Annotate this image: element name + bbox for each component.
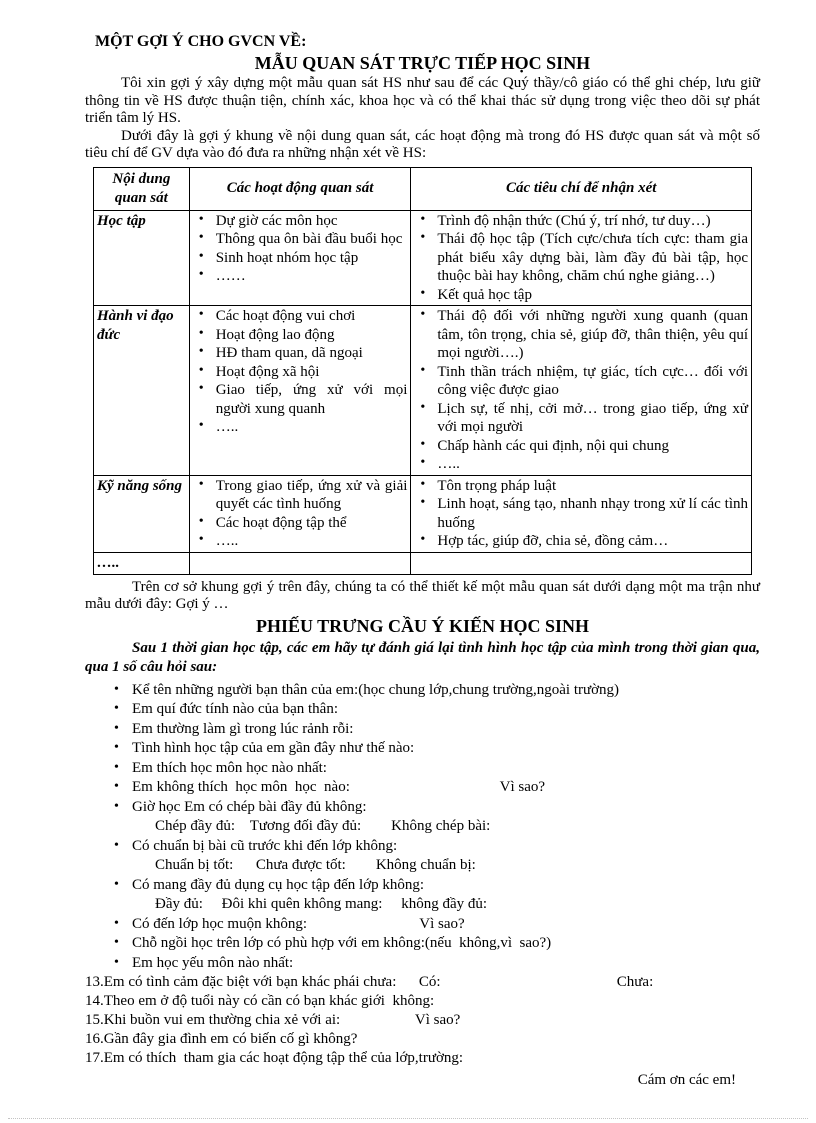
activity-item	[193, 532, 408, 551]
bullet-icon: •	[420, 285, 426, 301]
criterion-item-text: Kết quả học tập	[437, 286, 532, 303]
bullet-icon: •	[420, 211, 426, 227]
activity-item-text: HĐ tham quan, dã ngoại	[215, 345, 363, 361]
activity-item-text: Các hoạt động tập thể	[215, 514, 347, 531]
question-text: Em học yếu môn nào nhất:	[132, 954, 294, 971]
row-label-cell: Kỹ năng sống	[94, 475, 190, 552]
heading-survey: PHIẾU TRƯNG CẦU Ý KIẾN HỌC SINH	[255, 615, 590, 636]
question-text: Em không thích học môn học nào: Vì sao?	[132, 779, 546, 795]
question-item	[85, 778, 760, 798]
activity-item	[193, 267, 408, 286]
criterion-item	[414, 455, 748, 474]
question-text: Chỗ ngồi học trên lớp có phù hợp với em không:(nếu không,vì sao?)	[132, 935, 552, 951]
numbered-question: 15.Khi buồn vui em thường chia xẻ với ai: Vì sao?	[85, 1012, 461, 1028]
criteria-cell	[411, 552, 752, 574]
bullet-icon: •	[198, 476, 204, 492]
numbered-question-list	[85, 973, 760, 1068]
numbered-question: 13.Em có tình cảm đặc biệt với bạn khác phái chưa: Có: Chưa:	[85, 974, 654, 990]
bullet-icon: •	[198, 267, 204, 282]
criterion-item-text: Thái độ học tập (Tích cực/chưa tích cực: tham gia phát biểu xây dựng bài, làm đầy đủ bài tập, học thuộc bài hay không, chăm chú nghe giảng…)	[437, 231, 748, 284]
row-label-cell: …..	[94, 552, 190, 574]
criterion-item-text: Trình độ nhận thức (Chú ý, trí nhớ, tư duy…)	[437, 212, 711, 229]
activity-item-text: Giao tiếp, ứng xử với mọi người xung quanh	[215, 382, 408, 417]
activity-item-text: Trong giao tiếp, ứng xử và giải quyết các tình huống	[215, 477, 408, 512]
bullet-icon: •	[420, 399, 426, 415]
question-item	[85, 915, 760, 935]
question-text: Giờ học Em có chép bài đầy đủ không:	[132, 798, 367, 815]
criterion-item-text: …..	[437, 456, 460, 472]
bullet-icon: •	[420, 455, 426, 470]
activity-item	[193, 230, 408, 249]
activity-item-text: …..	[215, 533, 239, 549]
bullet-icon: •	[114, 837, 119, 853]
criterion-item	[414, 532, 748, 551]
bullet-icon: •	[114, 720, 119, 736]
question-item	[85, 739, 760, 759]
bullet-icon: •	[198, 362, 204, 378]
numbered-question: 16.Gần đây gia đình em có biến cố gì không?	[85, 1031, 358, 1047]
footer-dotted-separator	[8, 1118, 808, 1119]
criterion-item	[414, 477, 748, 496]
bullet-icon: •	[198, 381, 204, 396]
activity-item	[193, 249, 408, 268]
numbered-question: 14.Theo em ở độ tuổi này có cần có bạn khác giới không:	[85, 993, 435, 1009]
activity-item-text: Dự giờ các môn học	[215, 212, 338, 229]
criteria-cell	[411, 306, 752, 476]
criterion-item-text: Tinh thần trách nhiệm, tự giác, tích cực… đối với công việc được giao	[437, 363, 748, 398]
criterion-item-text: Lịch sự, tế nhị, cởi mở… trong giao tiếp, ứng xử với mọi người	[437, 400, 748, 435]
bullet-icon: •	[420, 532, 426, 547]
survey-intro: Sau 1 thời gian học tập, các em hãy tự đánh giá lại tình hình học tập của mình trong thời gian qua, qua 1 số câu hỏi sau:	[85, 639, 760, 675]
activity-item	[193, 307, 408, 326]
intro-paragraph-1: Tôi xin gợi ý xây dựng một mẫu quan sát HS như sau để các Quý thầy/cô giáo có thể ghi chép, lưu giữ thông tin về HS được thuận tiện, chính xác, khoa học và có thể khai thác sử dụng trong việc theo dõi sự phát triển tâm lý HS.	[85, 75, 760, 126]
bullet-icon: •	[198, 307, 204, 322]
criterion-item	[414, 400, 748, 437]
observation-table	[93, 167, 752, 575]
bullet-icon: •	[420, 495, 426, 510]
question-subline: Đầy đủ: Đôi khi quên không mang: không đầy đủ:	[155, 896, 488, 912]
criterion-item	[414, 212, 748, 231]
bullet-icon: •	[114, 798, 119, 814]
criterion-item	[414, 363, 748, 400]
question-text: Em thích học môn học nào nhất:	[132, 759, 327, 776]
table-row	[94, 552, 752, 574]
bullet-icon: •	[198, 230, 204, 245]
question-item	[85, 700, 760, 720]
activity-item-text: ……	[215, 268, 246, 284]
criterion-item-text: Linh hoạt, sáng tạo, nhanh nhạy trong xử lí các tình huống	[437, 496, 748, 531]
bullet-icon: •	[198, 248, 204, 264]
question-item	[85, 798, 760, 818]
question-text: Em quí đức tính nào của bạn thân:	[132, 701, 338, 717]
criterion-item-text: Tôn trọng pháp luật	[437, 477, 557, 494]
criterion-item	[414, 307, 748, 363]
heading-suggestion: MỘT GỢI Ý CHO GVCN VỀ:	[95, 33, 307, 50]
question-list	[85, 681, 760, 974]
header-hoat-dong: Các hoạt động quan sát	[189, 167, 411, 210]
bullet-icon: •	[114, 759, 119, 775]
bullet-icon: •	[114, 779, 119, 794]
header-noi-dung: Nội dung quan sát	[94, 167, 190, 210]
numbered-question: 17.Em có thích tham gia các hoạt động tập thể của lớp,trường:	[85, 1050, 464, 1066]
bullet-icon: •	[420, 230, 426, 245]
activities-cell	[189, 210, 411, 306]
bullet-icon: •	[198, 532, 204, 547]
header-tieu-chi: Các tiêu chí để nhận xét	[411, 167, 752, 210]
activity-item	[193, 363, 408, 382]
question-text: Em thường làm gì trong lúc rảnh rỗi:	[132, 720, 354, 737]
heading-observation-form: MẪU QUAN SÁT TRỰC TIẾP HỌC SINH	[254, 53, 591, 73]
question-subline: Chuẩn bị tốt: Chưa được tốt: Không chuẩn bị:	[155, 857, 476, 873]
bullet-icon: •	[198, 325, 204, 341]
bullet-icon: •	[114, 935, 119, 950]
bullet-icon: •	[420, 362, 426, 378]
criterion-item	[414, 495, 748, 532]
matrix-paragraph: Trên cơ sở khung gợi ý trên đây, chúng ta có thể thiết kế một mẫu quan sát dưới dạng một ma trận như mẫu dưới đây: Gợi ý …	[85, 578, 760, 612]
bullet-icon: •	[114, 915, 119, 931]
bullet-icon: •	[198, 211, 204, 227]
criterion-item-text: Chấp hành các qui định, nội qui chung	[437, 437, 670, 454]
bullet-icon: •	[114, 740, 119, 755]
activity-item-text: Thông qua ôn bài đầu buổi học	[215, 231, 403, 247]
criterion-item-text: Hợp tác, giúp đỡ, chia sẻ, đồng cảm…	[437, 533, 669, 549]
criteria-cell	[411, 210, 752, 306]
question-item	[85, 876, 760, 896]
question-text: Kể tên những người bạn thân của em:(học chung lớp,chung trường,ngoài trường)	[132, 681, 620, 698]
activity-item-text: …..	[215, 419, 239, 435]
question-text: Có chuẩn bị bài cũ trước khi đến lớp không:	[132, 837, 398, 854]
question-text: Tình hình học tập của em gần đây như thế nào:	[132, 740, 415, 756]
question-item	[85, 934, 760, 954]
bullet-icon: •	[420, 307, 426, 322]
activity-item	[193, 381, 408, 418]
row-label-cell: Học tập	[94, 210, 190, 306]
bullet-icon: •	[420, 476, 426, 492]
row-label-cell: Hành vi đạo đức	[94, 306, 190, 476]
activity-item-text: Sinh hoạt nhóm học tập	[215, 249, 359, 266]
criterion-item	[414, 437, 748, 456]
table-row	[94, 475, 752, 552]
activity-item	[193, 212, 408, 231]
bullet-icon: •	[198, 513, 204, 529]
question-text: Có đến lớp học muộn không: Vì sao?	[132, 915, 465, 932]
question-item	[85, 837, 760, 857]
activity-item	[193, 514, 408, 533]
table-header-row	[94, 167, 752, 210]
question-item	[85, 759, 760, 779]
question-item	[85, 681, 760, 701]
bullet-icon: •	[114, 876, 119, 892]
bullet-icon: •	[114, 681, 119, 697]
bullet-icon: •	[198, 418, 204, 433]
activity-item-text: Các hoạt động vui chơi	[215, 308, 356, 324]
criterion-item	[414, 230, 748, 286]
intro-paragraph-2: Dưới đây là gợi ý khung về nội dung quan sát, các hoạt động mà trong đó HS được quan sát và một số tiêu chí để GV dựa vào đó đưa ra những nhận xét về HS:	[85, 127, 760, 161]
question-subline: Chép đầy đủ: Tương đối đầy đủ: Không chép bài:	[155, 818, 491, 834]
activity-item	[193, 326, 408, 345]
closing-thanks: Cám ơn các em!	[637, 1072, 736, 1088]
activity-item	[193, 344, 408, 363]
criterion-item-text: Thái độ đối với những người xung quanh (quan tâm, tôn trọng, chia sẻ, giúp đỡ, thân thiện, yêu quí mọi người….)	[437, 308, 748, 361]
table-row	[94, 306, 752, 476]
bullet-icon: •	[114, 701, 119, 716]
table-row	[94, 210, 752, 306]
bullet-icon: •	[198, 344, 204, 359]
bullet-icon: •	[420, 436, 426, 452]
activities-cell	[189, 475, 411, 552]
activity-item-text: Hoạt động xã hội	[215, 363, 320, 380]
activity-item-text: Hoạt động lao động	[215, 326, 335, 343]
bullet-icon: •	[114, 954, 119, 970]
activity-item	[193, 477, 408, 514]
criterion-item	[414, 286, 748, 305]
question-item	[85, 954, 760, 974]
criteria-cell	[411, 475, 752, 552]
activities-cell	[189, 306, 411, 476]
activities-cell	[189, 552, 411, 574]
question-item	[85, 720, 760, 740]
question-text: Có mang đầy đủ dụng cụ học tập đến lớp không:	[132, 876, 425, 893]
activity-item	[193, 418, 408, 437]
